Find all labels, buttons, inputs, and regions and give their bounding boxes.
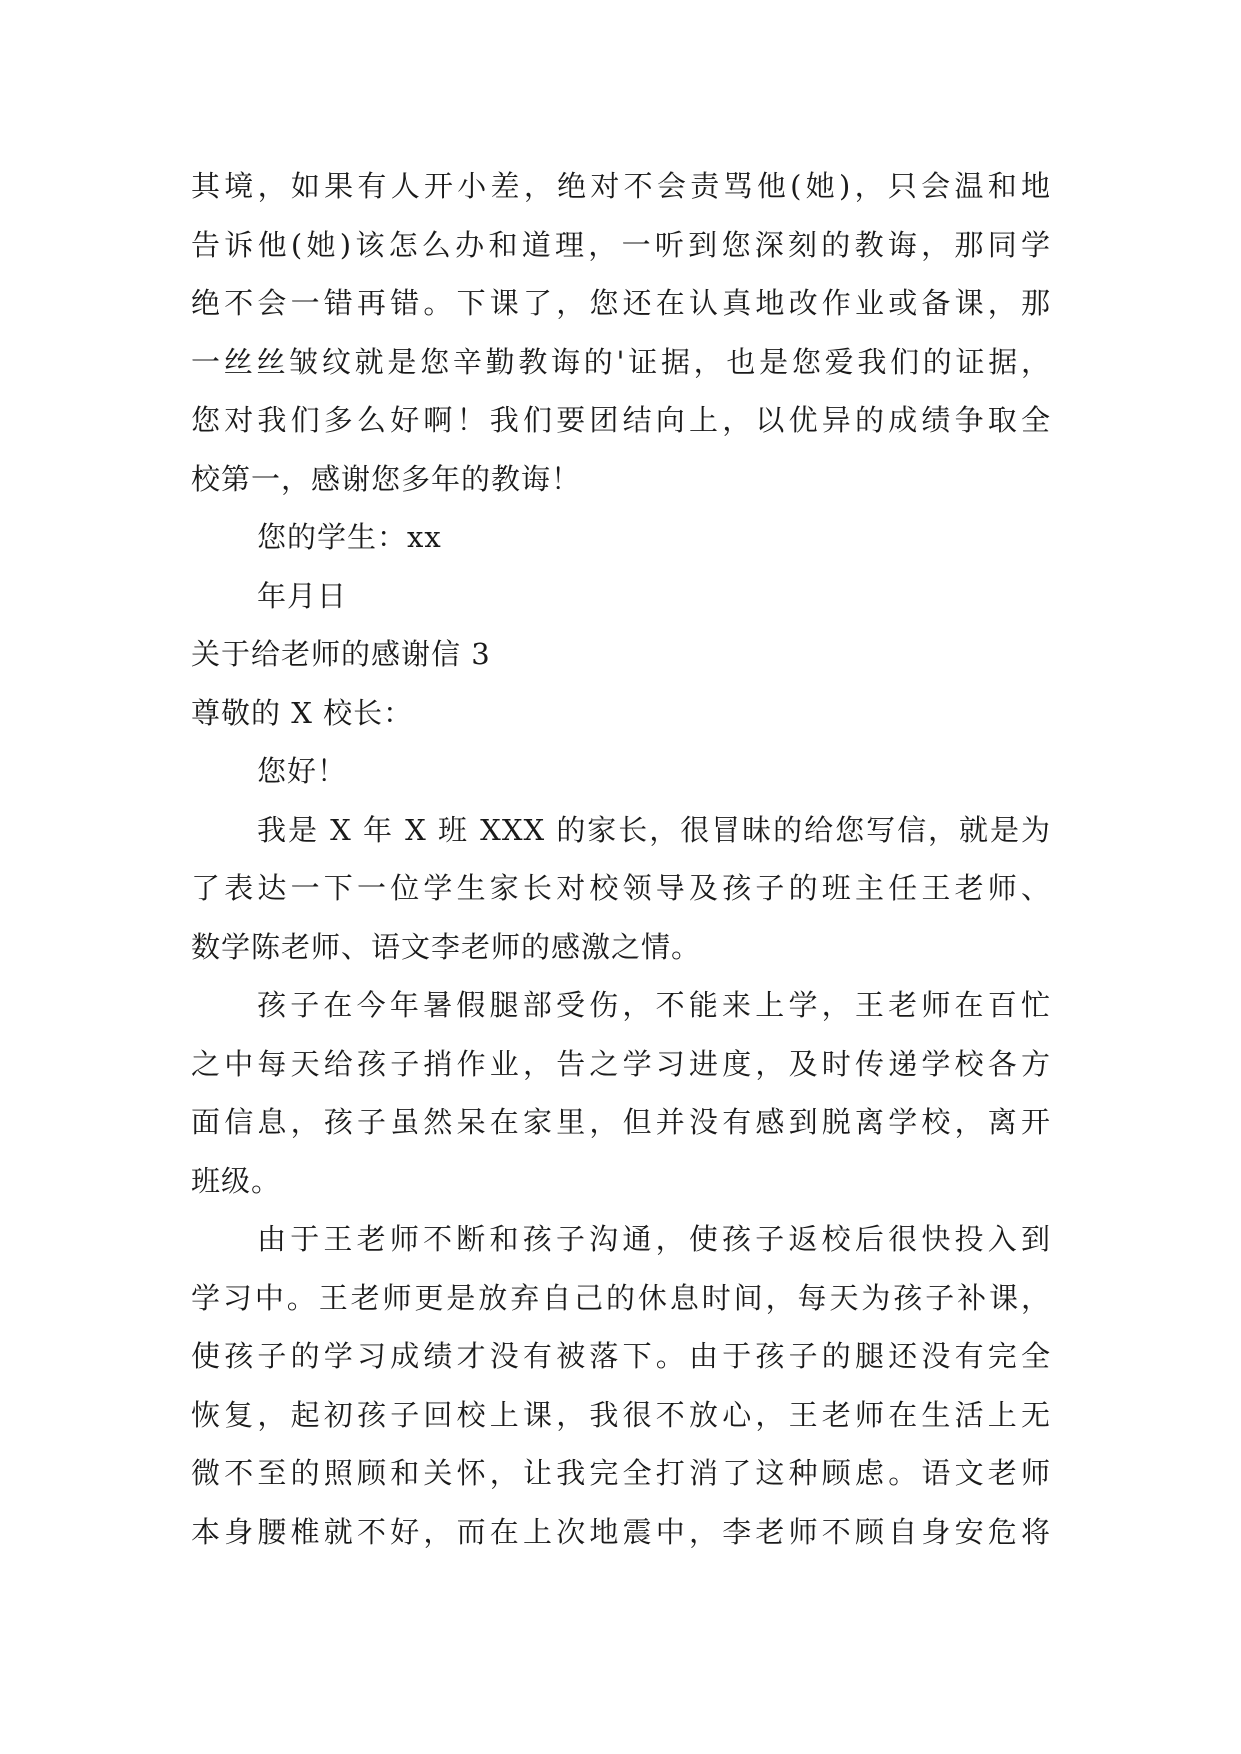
text-line: 绝不会一错再错。下课了，您还在认真地改作业或备课，那 bbox=[191, 286, 1051, 320]
greeting: 您好！ bbox=[257, 754, 348, 788]
text-line: 本身腰椎就不好，而在上次地震中，李老师不顾自身安危将 bbox=[191, 1514, 1051, 1549]
text-line: 告诉他(她)该怎么办和道理，一听到您深刻的教诲，那同学 bbox=[191, 227, 1051, 262]
letter-body bbox=[191, 157, 1051, 1561]
text-line: 您对我们多么好啊！我们要团结向上，以优异的成绩争取全 bbox=[191, 403, 1051, 437]
text-line: 其境，如果有人开小差，绝对不会责骂他(她)，只会温和地 bbox=[191, 169, 1051, 203]
text-line: 之中每天给孩子捎作业，告之学习进度，及时传递学校各方 bbox=[191, 1046, 1051, 1081]
date-line: 年月日 bbox=[257, 578, 348, 613]
text-line: 面信息，孩子虽然呆在家里，但并没有感到脱离学校，离开 bbox=[191, 1105, 1051, 1139]
text-line: 恢复，起初孩子回校上课，我很不放心，王老师在生活上无 bbox=[191, 1397, 1051, 1432]
section-title: 关于给老师的感谢信 3 bbox=[191, 637, 491, 671]
text-line: 使孩子的学习成绩才没有被落下。由于孩子的腿还没有完全 bbox=[191, 1339, 1051, 1373]
text-line: 班级。 bbox=[191, 1163, 282, 1198]
text-line: 一丝丝皱纹就是您辛勤教诲的'证据，也是您爱我们的证据， bbox=[191, 344, 1051, 379]
text-line: 由于王老师不断和孩子沟通，使孩子返校后很快投入到 bbox=[257, 1222, 1051, 1256]
text-line: 校第一，感谢您多年的教诲！ bbox=[191, 461, 582, 496]
text-line: 了表达一下一位学生家长对校领导及孩子的班主任王老师、 bbox=[191, 871, 1051, 905]
text-line: 微不至的照顾和关怀，让我完全打消了这种顾虑。语文老师 bbox=[191, 1456, 1051, 1490]
text-line: 数学陈老师、语文李老师的感激之情。 bbox=[191, 929, 702, 964]
salutation: 尊敬的 X 校长： bbox=[191, 695, 414, 730]
text-line: 我是 X 年 X 班 XXX 的家长，很冒昧的给您写信，就是为 bbox=[257, 812, 1051, 847]
text-line: 学习中。王老师更是放弃自己的休息时间，每天为孩子补课， bbox=[191, 1280, 1051, 1315]
signature-line: 您的学生：xx bbox=[257, 520, 442, 554]
text-line: 孩子在今年暑假腿部受伤，不能来上学，王老师在百忙 bbox=[257, 988, 1051, 1022]
